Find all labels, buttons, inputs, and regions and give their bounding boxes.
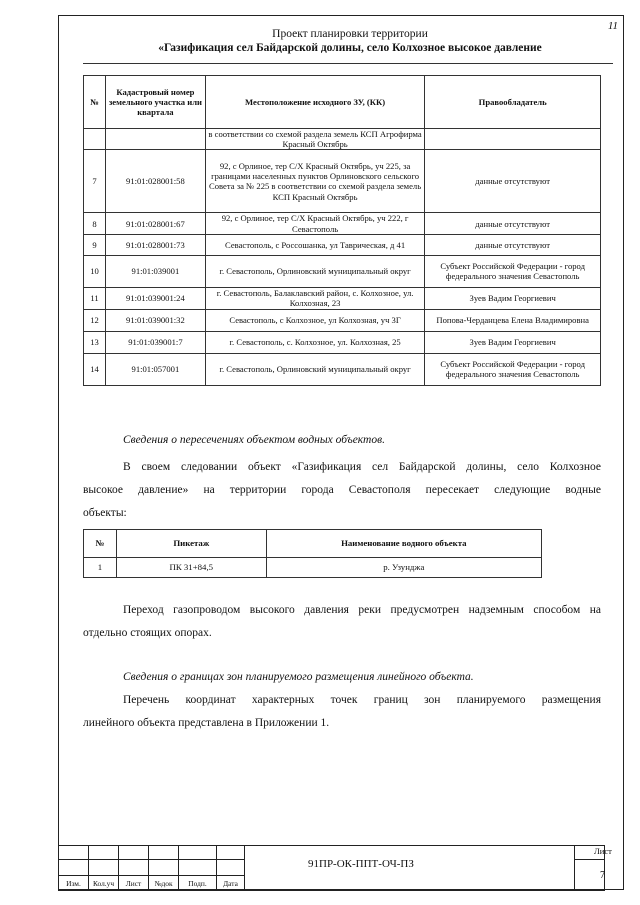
table-row (84, 234, 601, 255)
cell-owner: Субъект Российской Федерации - город федерального значения Севастополь (425, 255, 601, 287)
col-header-number: № (84, 76, 106, 129)
cell-location: г. Севастополь, с. Колхозное, ул. Колхозная, 25 (205, 331, 424, 353)
col-header-cadastral: Кадастровый номер земельного участка или квартала (105, 76, 205, 129)
header-line-1: Проект планировки территории (272, 28, 428, 40)
crossing-line-2: отдельно стоящих опорах. (83, 627, 212, 639)
cell-location: г. Севастополь, Орлиновский муниципальный округ (205, 353, 424, 385)
cell-owner: данные отсутствуют (425, 213, 601, 234)
table-row (84, 353, 601, 385)
cell-location: Севастополь, с Колхозное, ул Колхозная, уч 3Г (205, 309, 424, 331)
zones-line-2: линейного объекта представлена в Приложении 1. (83, 717, 330, 729)
cell-owner: данные отсутствуют (425, 234, 601, 255)
table-row (84, 287, 601, 309)
cell-picket: ПК 31+84,5 (116, 558, 266, 578)
cell-water-object-name: р. Узунджа (266, 558, 541, 578)
table-row (84, 558, 542, 578)
stamp-label-ndok: №док (149, 876, 179, 891)
cell-cadastral-number: 91:01:039001:24 (105, 287, 205, 309)
water-paragraph-line-1: В своем следовании объект «Газификация сел Байдарской долины, село Колхозное (123, 461, 601, 473)
table-row (84, 309, 601, 331)
document-code: 91ПР-ОК-ППТ-ОЧ-ПЗ (308, 858, 414, 870)
cell-cadastral-number: 91:01:039001:7 (105, 331, 205, 353)
col-header-water-name: Наименование водного объекта (266, 530, 541, 558)
cell-owner: Зуев Вадим Георгиевич (425, 331, 601, 353)
cell-cadastral-number: 91:01:039001:32 (105, 309, 205, 331)
cell-owner: Зуев Вадим Георгиевич (425, 287, 601, 309)
cell-location: 92, с Орлиное, тер С/Х Красный Октябрь, уч 225, за границами населенных пунктов Орлиновского сельского Совета за № 225 в соответствии со схемой раздела земель КСП Красный Октябрь (205, 150, 424, 213)
cell-row-number: 9 (84, 234, 106, 255)
cell-cadastral-number: 91:01:039001 (105, 255, 205, 287)
cell-row-number (84, 129, 106, 150)
stamp-label-kol: Кол.уч (89, 876, 119, 891)
water-objects-table (83, 529, 542, 578)
top-page-number: 11 (607, 20, 618, 32)
cell-location: г. Севастополь, Балаклавский район, с. Колхозное, ул. Колхозная, 23 (205, 287, 424, 309)
water-paragraph-line-2: высокое давление» на территории города Севастополя пересекает следующие водные (83, 484, 601, 496)
cell-row-number: 13 (84, 331, 106, 353)
zones-line-1: Перечень координат характерных точек границ зон планируемого размещения (123, 694, 601, 706)
cell-owner: Попова-Черданцева Елена Владимировна (425, 309, 601, 331)
header-rule (83, 63, 613, 64)
cell-row-number: 7 (84, 150, 106, 213)
cell-owner: данные отсутствуют (425, 150, 601, 213)
cell-cadastral-number: 91:01:028001:58 (105, 150, 205, 213)
stamp-label-data: Дата (217, 876, 245, 891)
cell-location: в соответствии со схемой раздела земель КСП Агрофирма Красный Октябрь (205, 129, 424, 150)
cell-row-number: 12 (84, 309, 106, 331)
cell-cadastral-number (105, 129, 205, 150)
cell-cadastral-number: 91:01:028001:73 (105, 234, 205, 255)
zones-section-heading: Сведения о границах зон планируемого размещения линейного объекта. (123, 671, 474, 683)
stamp-label-podp: Подп. (179, 876, 217, 891)
sheet-label: Лист (594, 846, 612, 856)
water-paragraph-line-3: объекты: (83, 507, 127, 519)
table-row (84, 331, 601, 353)
sheet-number: 7 (600, 870, 605, 881)
cell-location: г. Севастополь, Орлиновский муниципальный округ (205, 255, 424, 287)
water-objects-table-body (84, 558, 542, 578)
cell-row-number: 11 (84, 287, 106, 309)
table-row (84, 129, 601, 150)
cell-owner: Субъект Российской Федерации - город федерального значения Севастополь (425, 353, 601, 385)
crossing-line-1: Переход газопроводом высокого давления реки предусмотрен надземным способом на (123, 604, 601, 616)
stamp-label-list: Лист (119, 876, 149, 891)
cell-row-number: 14 (84, 353, 106, 385)
col-header-location: Местоположение исходного ЗУ, (КК) (205, 76, 424, 129)
cell-location: 92, с Орлиное, тер С/Х Красный Октябрь, уч 222, г Севастополь (205, 213, 424, 234)
col-header-number: № (84, 530, 117, 558)
cell-cadastral-number: 91:01:057001 (105, 353, 205, 385)
cell-row-number: 10 (84, 255, 106, 287)
table-header-row (84, 76, 601, 129)
col-header-owner: Правообладатель (425, 76, 601, 129)
table-header-row (84, 530, 542, 558)
stamp-label-izm: Изм. (59, 876, 89, 891)
table-row (84, 213, 601, 234)
land-plots-table-body (84, 129, 601, 386)
water-section-heading: Сведения о пересечениях объектом водных объектов. (123, 434, 385, 446)
cell-cadastral-number: 91:01:028001:67 (105, 213, 205, 234)
cell-location: Севастополь, с Россошанка, ул Таврическая, д 41 (205, 234, 424, 255)
table-row (84, 255, 601, 287)
cell-row-number: 1 (84, 558, 117, 578)
cell-owner (425, 129, 601, 150)
land-plots-table (83, 75, 601, 386)
header-line-2: «Газификация сел Байдарской долины, село Колхозное высокое давление (158, 42, 542, 54)
table-row (84, 150, 601, 213)
cell-row-number: 8 (84, 213, 106, 234)
col-header-picket: Пикетаж (116, 530, 266, 558)
